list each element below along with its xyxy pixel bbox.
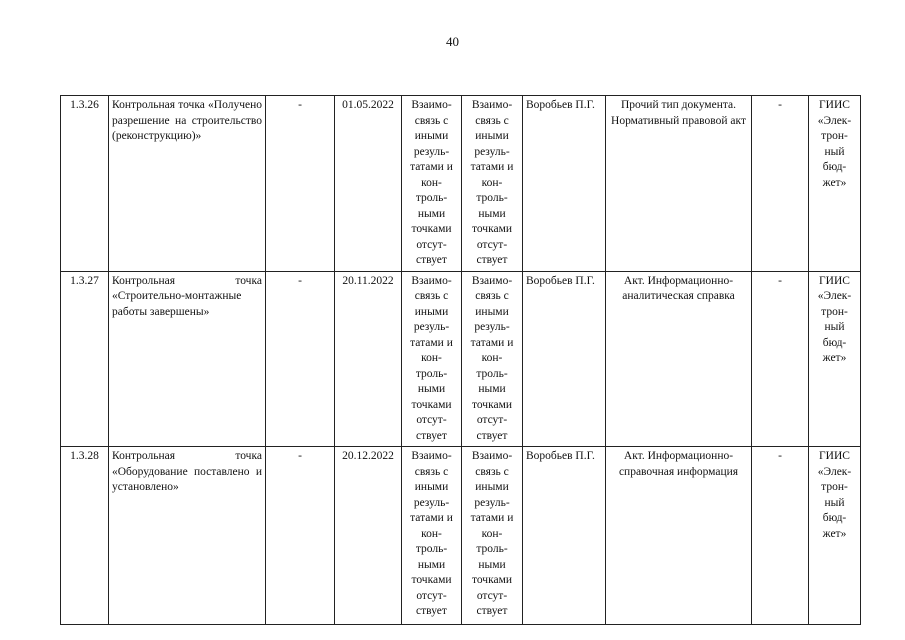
control-point-name: Контрольная точка «Строительно-монтажные работы завершены» bbox=[109, 271, 266, 447]
deadline-date: 01.05.2022 bbox=[335, 96, 402, 272]
base-value-cell: - bbox=[266, 271, 335, 447]
predecessor-cell bbox=[402, 96, 462, 272]
page-number: 40 bbox=[446, 34, 459, 49]
successor-text: Взаимо- связь с иными резуль- татами и кон- троль- ными точками отсут- ствует bbox=[470, 99, 514, 266]
plan-table bbox=[60, 95, 861, 625]
successor-cell bbox=[462, 96, 523, 272]
successor-cell bbox=[462, 447, 523, 625]
deadline-date: 20.12.2022 bbox=[335, 447, 402, 625]
predecessor-cell bbox=[402, 271, 462, 447]
deadline-date: 20.11.2022 bbox=[335, 271, 402, 447]
info-system-cell bbox=[809, 96, 861, 272]
info-system-text: ГИИС «Элек- трон- ный бюд- жет» bbox=[817, 99, 852, 189]
document-type: Акт. Информационно-справочная информация bbox=[606, 447, 752, 625]
successor-cell bbox=[462, 271, 523, 447]
document-type: Прочий тип документа. Нормативный правовой акт bbox=[606, 96, 752, 272]
info-system-text: ГИИС «Элек- трон- ный бюд- жет» bbox=[817, 450, 852, 540]
base-value-cell: - bbox=[266, 96, 335, 272]
row-number: 1.3.27 bbox=[61, 271, 109, 447]
responsible-person: Воробьев П.Г. bbox=[523, 447, 606, 625]
successor-text: Взаимо- связь с иными резуль- татами и кон- троль- ными точками отсут- ствует bbox=[470, 274, 514, 442]
predecessor-text: Взаимо- связь с иными резуль- татами и кон- троль- ными точками отсут- ствует bbox=[410, 450, 453, 617]
predecessor-text: Взаимо- связь с иными резуль- татами и кон- троль- ными точками отсут- ствует bbox=[410, 274, 453, 442]
info-system-text: ГИИС «Элек- трон- ный бюд- жет» bbox=[817, 274, 852, 364]
base-value-cell: - bbox=[266, 447, 335, 625]
document-type: Акт. Информационно-аналитическая справка bbox=[606, 271, 752, 447]
responsible-person: Воробьев П.Г. bbox=[523, 271, 606, 447]
table-row bbox=[61, 96, 861, 272]
row-number: 1.3.28 bbox=[61, 447, 109, 625]
responsible-person: Воробьев П.Г. bbox=[523, 96, 606, 272]
successor-text: Взаимо- связь с иными резуль- татами и кон- троль- ными точками отсут- ствует bbox=[470, 450, 514, 617]
row-number: 1.3.26 bbox=[61, 96, 109, 272]
level-cell: - bbox=[752, 271, 809, 447]
control-point-name: Контрольная точка «Получено разрешение на строительство (реконструкцию)» bbox=[109, 96, 266, 272]
table-row bbox=[61, 271, 861, 447]
table-row bbox=[61, 447, 861, 625]
control-point-name: Контрольная точка «Оборудование поставлено и установлено» bbox=[109, 447, 266, 625]
predecessor-text: Взаимо- связь с иными резуль- татами и кон- троль- ными точками отсут- ствует bbox=[410, 99, 453, 266]
info-system-cell bbox=[809, 271, 861, 447]
predecessor-cell bbox=[402, 447, 462, 625]
info-system-cell bbox=[809, 447, 861, 625]
level-cell: - bbox=[752, 447, 809, 625]
level-cell: - bbox=[752, 96, 809, 272]
